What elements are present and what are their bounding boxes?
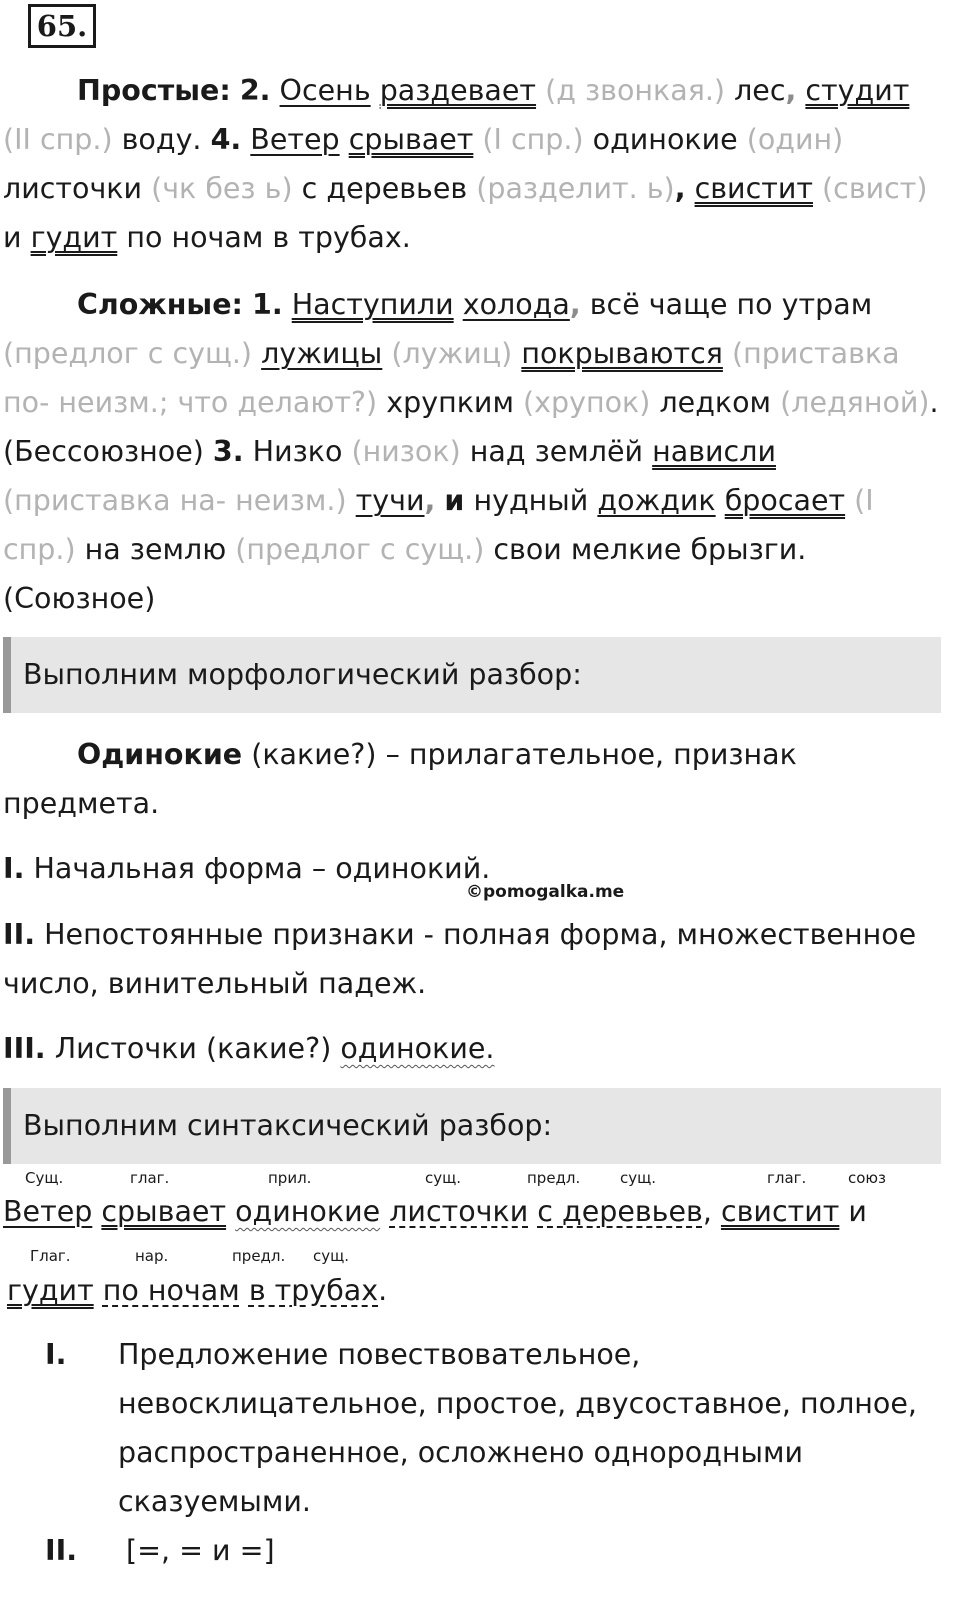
- pos-tag: союз: [848, 1169, 887, 1187]
- comment: (I спр.): [482, 123, 584, 156]
- sentence-scheme: [=, = и =]: [126, 1534, 275, 1567]
- subject-word: Осень: [279, 74, 371, 107]
- comment: (д звонкая.): [545, 74, 726, 107]
- complex-sentences-paragraph: [3, 280, 943, 623]
- comment: (II спр.): [3, 123, 113, 156]
- morph-description: (какие?) – прилагательное, признак предмета.: [3, 738, 797, 820]
- morph-intro: [3, 730, 943, 828]
- predicate-word: студит: [805, 74, 910, 107]
- sentence-number: 2.: [239, 74, 271, 107]
- word: нудный: [473, 484, 589, 517]
- pos-tag: сущ.: [425, 1169, 462, 1187]
- point-text: Листочки (какие?): [45, 1032, 341, 1065]
- predicate-word: свистит: [694, 172, 813, 205]
- analyzed-word: Одинокие: [77, 738, 243, 771]
- comma: ,: [785, 74, 797, 107]
- predicate-word: Наступили: [291, 288, 454, 321]
- comma: ,: [424, 484, 436, 517]
- word: свои мелкие брызги. (Союзное): [3, 533, 807, 615]
- pos-tag: сущ.: [620, 1169, 657, 1187]
- point-number: III.: [3, 1032, 46, 1065]
- watermark: ©pomogalka.me: [466, 882, 625, 902]
- comment: (хрупок): [523, 386, 651, 419]
- word: всё чаще по утрам: [589, 288, 873, 321]
- predicate-word: срывает: [101, 1195, 227, 1228]
- point-number: I.: [3, 852, 25, 885]
- comment: (ледяной): [780, 386, 930, 419]
- syntax-sentence-line-1: [3, 1192, 867, 1232]
- predicate-word: гудит: [30, 221, 118, 254]
- word: лес: [734, 74, 786, 107]
- subject-word: тучи: [355, 484, 425, 517]
- attribute-word: одинокие: [235, 1195, 381, 1228]
- conclusion-number: I.: [45, 1338, 67, 1371]
- subject-word: лужицы: [261, 337, 383, 370]
- comment: (приставка по- неизм.; что делают?): [3, 337, 900, 419]
- conclusion-item-2: [0, 1526, 960, 1576]
- word: с деревьев: [301, 172, 468, 205]
- predicate-word: покрываются: [521, 337, 723, 370]
- syntax-banner: Выполним синтаксический разбор:: [3, 1088, 941, 1164]
- predicate-word: гудит: [7, 1274, 94, 1307]
- comma: ,: [702, 1195, 712, 1228]
- predicate-word: срывает: [348, 123, 474, 156]
- comment: (один): [746, 123, 844, 156]
- word: одинокие: [592, 123, 738, 156]
- pos-tags-line-2: [0, 1247, 960, 1267]
- word: и: [3, 221, 22, 254]
- conclusion-number: II.: [45, 1534, 78, 1567]
- syntax-sentence-line-2: [7, 1271, 387, 1311]
- word: . (Бессоюзное): [3, 386, 939, 468]
- comment: (I спр.): [3, 484, 874, 566]
- morph-point-2: [3, 910, 943, 1008]
- comment: (низок): [351, 435, 461, 468]
- point-text: Начальная форма – одинокий.: [24, 852, 491, 885]
- predicate-word: свистит: [720, 1195, 840, 1228]
- conjunction: и: [848, 1195, 867, 1228]
- word: Низко: [252, 435, 343, 468]
- task-number: 65.: [28, 4, 96, 48]
- comment: (разделит. ь): [476, 172, 675, 205]
- point-text: Непостоянные признаки - полная форма, множественное число, винительный падеж.: [3, 918, 917, 1000]
- word: на землю: [84, 533, 227, 566]
- comment: (чк без ь): [151, 172, 293, 205]
- word: листочки: [3, 172, 143, 205]
- sentence-number: 4.: [210, 123, 242, 156]
- comment: (приставка на- неизм.): [3, 484, 347, 517]
- conjunction: и: [444, 484, 465, 517]
- subject-word: Ветер: [250, 123, 340, 156]
- simple-sentences-paragraph: [3, 66, 943, 262]
- pos-tag: Глаг.: [30, 1247, 71, 1265]
- comment: (лужиц): [391, 337, 513, 370]
- complex-label: Сложные:: [77, 288, 243, 321]
- word: хрупким: [386, 386, 514, 419]
- pos-tags-line-1: [0, 1169, 960, 1189]
- morph-point-3: [3, 1024, 943, 1073]
- subject-word: Ветер: [3, 1195, 93, 1228]
- word: воду.: [121, 123, 202, 156]
- sentence-number: 3.: [212, 435, 244, 468]
- word: ледком: [659, 386, 772, 419]
- pos-tag: предл.: [232, 1247, 286, 1265]
- period: .: [378, 1274, 388, 1307]
- predicate-word: нависли: [652, 435, 776, 468]
- subject-word: холода: [462, 288, 570, 321]
- word: над землёй: [469, 435, 644, 468]
- comment: (предлог с сущ.): [235, 533, 485, 566]
- pos-tag: прил.: [268, 1169, 312, 1187]
- comment: (предлог с сущ.): [3, 337, 253, 370]
- adverbial-word: по ночам: [102, 1274, 240, 1307]
- predicate-word: бросает: [724, 484, 846, 517]
- simple-label: Простые:: [77, 74, 231, 107]
- pos-tag: сущ.: [313, 1247, 350, 1265]
- morphology-banner: Выполним морфологический разбор:: [3, 637, 941, 713]
- adverbial-word: в трубах: [248, 1274, 379, 1307]
- attribute-word: одинокие.: [340, 1032, 495, 1065]
- word: по ночам в трубах.: [126, 221, 411, 254]
- pos-tag: глаг.: [767, 1169, 807, 1187]
- comma: ,: [569, 288, 581, 321]
- sentence-number: 1.: [251, 288, 283, 321]
- subject-word: дождик: [597, 484, 716, 517]
- conclusion-item-1: [0, 1330, 960, 1530]
- comment: (свист): [822, 172, 928, 205]
- object-word: листочки: [389, 1195, 529, 1228]
- conclusion-text: Предложение повествовательное, невосклицательное, простое, двусоставное, полное, распространенное, осложнено однородными сказуемыми.: [118, 1338, 917, 1518]
- comma: ,: [674, 172, 686, 205]
- point-number: II.: [3, 918, 36, 951]
- object-word: с деревьев: [537, 1195, 703, 1228]
- pos-tag: Сущ.: [25, 1169, 64, 1187]
- pos-tag: предл.: [527, 1169, 581, 1187]
- pos-tag: нар.: [135, 1247, 169, 1265]
- pos-tag: глаг.: [130, 1169, 170, 1187]
- predicate-word: раздевает: [379, 74, 537, 107]
